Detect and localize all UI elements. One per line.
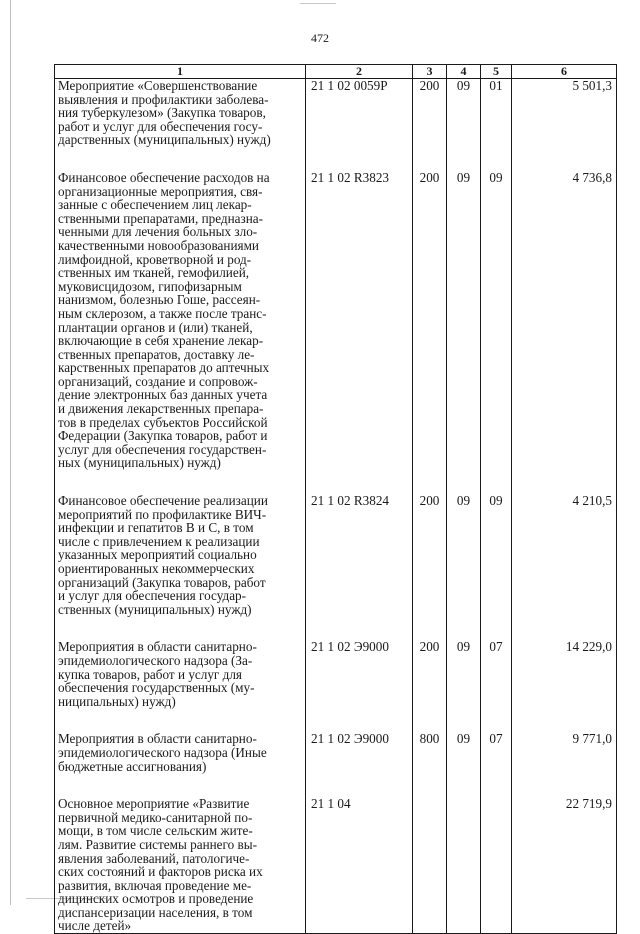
column-header: 5 (481, 65, 512, 79)
spacer-cell (512, 470, 617, 494)
table-row (55, 640, 617, 708)
spacer-cell (447, 773, 481, 797)
row-spacer (55, 616, 617, 640)
row-name-line: лимфоидной, кроветворной и род- (58, 251, 252, 267)
table-row (55, 171, 617, 470)
row-name-line: Мероприятия в области санитарно- (58, 639, 257, 655)
column-header: 1 (55, 65, 306, 79)
row-name-line: эпидемиологического надзора (Иные (58, 744, 267, 760)
row-col4 (447, 797, 481, 933)
row-code: 21 1 02 Э9000 (306, 732, 413, 773)
row-name-line: и услуг для обеспечения государ- (58, 588, 247, 604)
row-name-line: ственных (муниципальных) нужд) (58, 601, 252, 617)
spacer-cell (481, 147, 512, 171)
row-name (55, 79, 306, 147)
row-name-line: включающие в себя хранение лекар- (58, 333, 264, 349)
spacer-cell (55, 147, 306, 171)
row-name-line: Финансовое обеспечение расходов на (58, 169, 270, 185)
row-name-line: инфекции и гепатитов В и С, в том (58, 520, 254, 536)
row-name-line: ственными препаратами, предназна- (58, 210, 264, 226)
spacer-cell (306, 708, 413, 732)
column-header: 2 (306, 65, 413, 79)
spacer-cell (413, 470, 447, 494)
row-col3: 200 (413, 171, 447, 470)
row-name-line: Мероприятие «Совершенствование (58, 78, 258, 93)
spacer-cell (512, 147, 617, 171)
budget-table (54, 64, 617, 934)
row-name-line: ным склерозом, а также после транс- (58, 305, 267, 321)
table-row (55, 79, 617, 147)
row-name-line: диспансеризации населения, в том (58, 904, 253, 920)
row-col5: 09 (481, 171, 512, 470)
row-name-line: ориентированных некоммерческих (58, 561, 255, 576)
spacer-cell (413, 773, 447, 797)
row-name-line: указанных мероприятий социально (58, 547, 257, 563)
row-col3: 200 (413, 79, 447, 147)
table-header-row (55, 65, 617, 79)
row-col3: 800 (413, 732, 447, 773)
row-amount: 14 229,0 (512, 640, 617, 708)
column-header: 3 (413, 65, 447, 79)
row-col4: 09 (447, 640, 481, 708)
spacer-cell (481, 708, 512, 732)
row-name-line: мероприятий по профилактике ВИЧ- (58, 506, 267, 522)
row-name-line: работ и услуг для обеспечения госу- (58, 118, 263, 134)
table-row (55, 494, 617, 616)
row-spacer (55, 147, 617, 171)
spacer-cell (481, 773, 512, 797)
row-name-line: ния туберкулезом» (Закупка товаров, (58, 105, 266, 121)
row-col4: 09 (447, 171, 481, 470)
spacer-cell (512, 708, 617, 732)
spacer-cell (481, 616, 512, 640)
row-name-line: дение электронных баз данных учета (58, 387, 268, 403)
row-code: 21 1 04 (306, 797, 413, 933)
spacer-cell (447, 470, 481, 494)
row-name-line: лям. Развитие системы раннего вы- (58, 836, 257, 852)
row-name-line: организационные мероприятия, свя- (58, 183, 263, 199)
row-name-line: занные с обеспечением лиц лекар- (58, 197, 252, 213)
spacer-cell (512, 773, 617, 797)
row-col3: 200 (413, 494, 447, 616)
row-name-line: ских состояний и факторов риска их (58, 864, 263, 880)
row-col5: 01 (481, 79, 512, 147)
row-name-line: ных (муниципальных) нужд) (58, 455, 221, 471)
row-col3: 200 (413, 640, 447, 708)
row-name-line: нанизмом, болезнью Гоше, рассеян- (58, 292, 261, 308)
row-name-line: ственных им тканей, гемофилией, (58, 265, 250, 281)
row-name-line: обеспечения государственных (му- (58, 680, 255, 696)
scan-mark (300, 3, 336, 4)
spacer-cell (306, 147, 413, 171)
spacer-cell (413, 616, 447, 640)
spacer-cell (55, 616, 306, 640)
row-name-line: явления заболеваний, патологиче- (58, 850, 250, 866)
row-name-line: карственных препаратов до аптечных (58, 360, 270, 376)
row-amount: 9 771,0 (512, 732, 617, 773)
scan-edge-line (10, 0, 11, 905)
row-name-line: организаций (Закупка товаров, работ (58, 574, 266, 590)
row-name-line: числе с привлечением к реализации (58, 533, 260, 549)
row-name (55, 797, 306, 933)
spacer-cell (55, 773, 306, 797)
row-name-line: развития, включая проведение ме- (58, 877, 252, 893)
row-name (55, 640, 306, 708)
row-name-line: дарственных (муниципальных) нужд) (58, 132, 271, 148)
table-body (55, 79, 617, 934)
row-name-line: бюджетные ассигнования) (58, 758, 207, 774)
row-name-line: Федерации (Закупка товаров, работ и (58, 428, 268, 444)
row-name-line: ниципальных) нужд) (58, 693, 176, 709)
row-col5: 09 (481, 494, 512, 616)
row-name-line: плантации органов и (или) тканей, (58, 319, 253, 335)
row-amount: 4 736,8 (512, 171, 617, 470)
row-spacer (55, 470, 617, 494)
row-name-line: выявления и профилактики заболева- (58, 91, 269, 107)
spacer-cell (413, 147, 447, 171)
row-col4: 09 (447, 732, 481, 773)
spacer-cell (447, 708, 481, 732)
spacer-cell (55, 708, 306, 732)
spacer-cell (55, 470, 306, 494)
row-amount: 4 210,5 (512, 494, 617, 616)
spacer-cell (306, 773, 413, 797)
row-name-line: первичной медико-санитарной по- (58, 809, 253, 825)
row-col5: 07 (481, 640, 512, 708)
page-number: 472 (311, 31, 329, 45)
column-header: 4 (447, 65, 481, 79)
table-row (55, 797, 617, 933)
row-name-line: числе детей» (58, 918, 132, 934)
spacer-cell (447, 616, 481, 640)
row-col5 (481, 797, 512, 933)
row-amount: 5 501,3 (512, 79, 617, 147)
spacer-cell (306, 616, 413, 640)
row-col3 (413, 797, 447, 933)
row-name-line: муковисцидозом, гипофизарным (58, 278, 242, 294)
row-col5: 07 (481, 732, 512, 773)
row-name-line: ственных препаратов, доставку ле- (58, 346, 255, 362)
row-name-line: организаций, создание и сопровож- (58, 373, 258, 389)
spacer-cell (447, 147, 481, 171)
row-col4: 09 (447, 494, 481, 616)
spacer-cell (512, 616, 617, 640)
row-name-line: услуг для обеспечения государствен- (58, 441, 267, 457)
row-amount: 22 719,9 (512, 797, 617, 933)
row-spacer (55, 708, 617, 732)
row-name-line: эпидемиологического надзора (За- (58, 652, 253, 668)
spacer-cell (306, 470, 413, 494)
row-code: 21 1 02 Э9000 (306, 640, 413, 708)
row-name-line: Мероприятия в области санитарно- (58, 731, 257, 747)
row-name-line: ченными для лечения больных зло- (58, 224, 258, 240)
row-name-line: дицинских осмотров и проведение (58, 891, 254, 907)
row-name-line: тов в пределах субъектов Российской (58, 414, 268, 430)
row-name-line: качественными новообразованиями (58, 237, 259, 253)
row-code: 21 1 02 R3823 (306, 171, 413, 470)
row-name (55, 732, 306, 773)
row-name-line: Финансовое обеспечение реализации (58, 493, 268, 509)
column-header: 6 (512, 65, 617, 79)
row-name-line: мощи, в том числе сельским жите- (58, 823, 253, 839)
row-name-line: купка товаров, работ и услуг для (58, 666, 242, 682)
row-name (55, 494, 306, 616)
row-code: 21 1 02 R3824 (306, 494, 413, 616)
row-name-line: и движения лекарственных препара- (58, 401, 264, 417)
row-name-line: Основное мероприятие «Развитие (58, 796, 250, 812)
row-name (55, 171, 306, 470)
spacer-cell (413, 708, 447, 732)
table-row (55, 732, 617, 773)
row-col4: 09 (447, 79, 481, 147)
row-code: 21 1 02 0059Р (306, 79, 413, 147)
row-spacer (55, 773, 617, 797)
spacer-cell (481, 470, 512, 494)
